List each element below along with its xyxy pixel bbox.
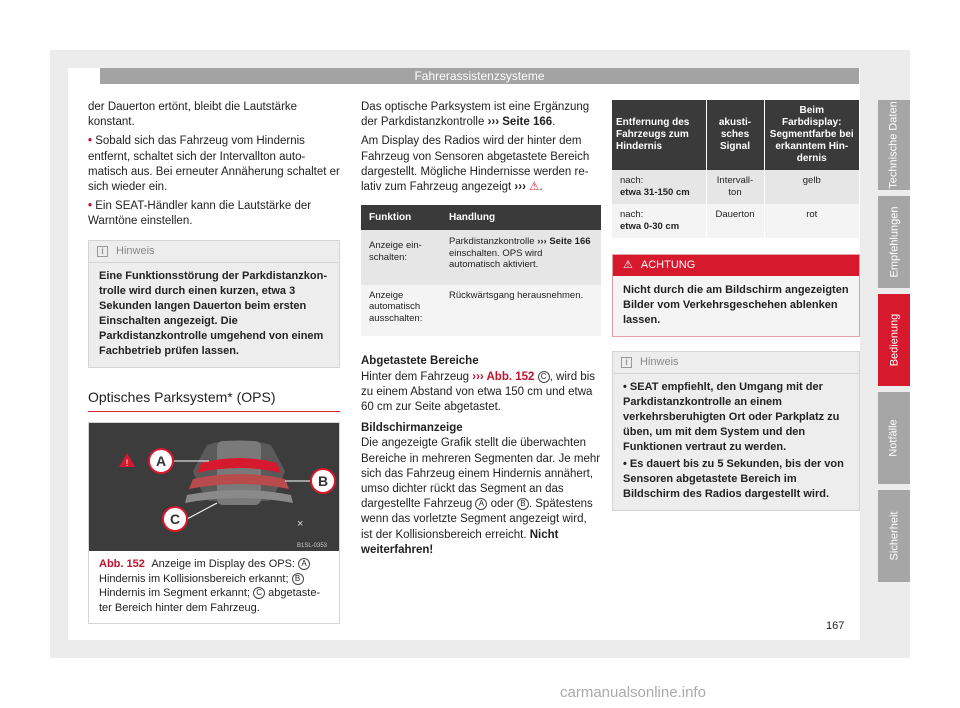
tab-empfehlungen[interactable]: Empfehlungen	[878, 196, 910, 288]
hint-box	[88, 240, 340, 368]
warning-triangle-icon: ⚠	[623, 259, 633, 271]
paragraph: Hinter dem Fahrzeug ››› Abb. 152 C , wird bis zu einem Abstand von etwa 150 cm und etwa 60 cm zur Seite abgetastet.	[361, 370, 596, 414]
table-header: Handlung	[441, 205, 601, 230]
info-icon: i	[621, 357, 632, 368]
page-number: 167	[826, 620, 845, 632]
warning-box	[612, 254, 860, 337]
paragraph: der Dauerton ertönt, bleibt die Lautstärke konstant.	[88, 101, 298, 129]
svg-text:!: !	[125, 458, 129, 469]
subheading: Bildschirmanzeige	[361, 422, 463, 435]
paragraph: Das optische Parksystem ist eine Ergänzung der Parkdistanzkontrolle ››› Seite 166.	[361, 101, 590, 129]
tab-technische-daten[interactable]: Technische Daten	[878, 100, 910, 190]
paragraph: Die angezeigte Grafik stellt die überwachten Bereiche in mehreren Segmenten dar. Je mehr sich das Fahrzeug einem Hindernis annähert, umso dichter rückt das Segment an das dargestellte Fahrzeug A oder B . Spätestens wenn das vorletzte Segment angezeigt wird, ist der Kollisionsbereich erreicht. Nicht weiterfahren!	[361, 437, 601, 556]
bullet-icon: •	[623, 381, 627, 394]
tab-sicherheit[interactable]: Sicherheit	[878, 490, 910, 582]
table-row: nach: etwa 0-30 cm Dauerton rot	[612, 204, 860, 238]
info-icon: i	[97, 246, 108, 257]
link[interactable]: ›››	[514, 181, 526, 194]
table-row: nach: etwa 31-150 cm Intervallton gelb	[612, 170, 860, 204]
label-b: B	[317, 473, 329, 490]
table-row: Anzeige automatisch ausschalten: Rückwärtsgang herausnehmen.	[361, 285, 601, 337]
paragraph: Am Display des Radios wird der hinter dem Fahrzeug von Sensoren abgetastete Bereich dargestellt. Mögliche Hindernisse werden relativ zum Fahrzeug angezeigt ››› ⚠.	[361, 135, 590, 194]
label-c: C	[169, 511, 181, 528]
warning-text: Nicht durch die am Bildschirm angezeigten Bilder vom Verkehrsgeschehen ablenken lassen.	[613, 276, 859, 336]
hint-box	[612, 351, 860, 511]
figure-code: B1SL-0353	[297, 543, 328, 550]
table-row: Anzeige einschalten: Parkdistanzkontrolle ››› Seite 166 einschalten. OPS wird automatisch aktiviert.	[361, 230, 601, 285]
tab-bedienung[interactable]: Bedienung	[878, 294, 910, 386]
hint-title: Hinweis	[640, 356, 679, 369]
warning-triangle-icon: ⚠	[529, 181, 540, 194]
function-table	[361, 205, 601, 336]
tab-notfaelle[interactable]: Notfälle	[878, 392, 910, 484]
bullet-item: • SEAT empfiehlt, den Umgang mit der Parkdistanzkontrolle an einem verkehrsberuhigten Ort oder Parkplatz zu üben, um mit dem System und den Funktionen vertraut zu werden.	[623, 381, 840, 454]
column-left	[88, 100, 340, 624]
link[interactable]: ››› Seite 166	[487, 116, 553, 129]
table-header: Funktion	[361, 205, 441, 230]
svg-text:×: ×	[297, 518, 304, 531]
bullet-item: • Sobald sich das Fahrzeug vom Hindernis entfernt, schaltet sich der Intervallton automatisch aus. Bei erneuter Annäherung schaltet er sich wieder ein.	[88, 135, 340, 194]
figure-caption: Abb. 152 Anzeige im Display des OPS: A Hindernis im Kollisionsbereich erkannt; B Hindernis im Segment erkannt; C abgetasteter Bereich hinter dem Fahrzeug.	[99, 558, 321, 614]
subheading: Abgetastete Bereiche	[361, 355, 479, 368]
column-middle	[361, 100, 601, 562]
table-header: Beim Farbdisplay: Segmentfarbe bei erkanntem Hindernis	[764, 100, 860, 170]
figure-152	[88, 422, 340, 624]
bullet-icon: •	[88, 200, 93, 213]
section-title: Optisches Parksystem* (OPS)	[88, 390, 340, 412]
table-header: akustisches Signal	[706, 100, 764, 170]
bullet-icon: •	[623, 458, 627, 471]
chapter-header: Fahrerassistenzsysteme	[100, 68, 859, 84]
distance-table	[612, 100, 860, 238]
callout-b: B	[517, 498, 529, 510]
hint-title: Hinweis	[116, 244, 155, 257]
callout-a: A	[475, 498, 487, 510]
bullet-item: • Ein SEAT-Händler kann die Lautstärke der Warntöne einstellen.	[88, 200, 312, 228]
bullet-icon: •	[88, 135, 93, 148]
figure-link[interactable]: ››› Abb. 152	[472, 370, 535, 383]
callout-c: C	[253, 587, 265, 599]
callout-c: C	[538, 371, 550, 383]
bullet-item: • Es dauert bis zu 5 Sekunden, bis der von Sensoren abgetastete Bereich im Bildschirm des Radios dargestellt wird.	[623, 458, 844, 501]
warning-title: ACHTUNG	[640, 259, 696, 271]
callout-b: B	[292, 573, 304, 585]
link[interactable]: ››› Seite 166	[537, 236, 591, 248]
watermark: carmanualsonline.info	[560, 684, 706, 701]
label-a: A	[155, 453, 167, 470]
ops-display-image	[89, 423, 339, 551]
column-right	[612, 100, 860, 511]
table-header: Entfernung des Fahrzeugs zum Hindernis	[612, 100, 706, 170]
figure-label: Abb. 152	[99, 558, 145, 571]
hint-text: Eine Funktionsstörung der Parkdistanzkontrolle wird durch einen kurzen, etwa 3 Sekunden langen Dauerton beim ersten Einschalten angezeigt. Die Parkdistanzkontrolle umgehend von einem Fachbetrieb prüfen lassen.	[99, 269, 327, 357]
callout-a: A	[298, 558, 310, 570]
